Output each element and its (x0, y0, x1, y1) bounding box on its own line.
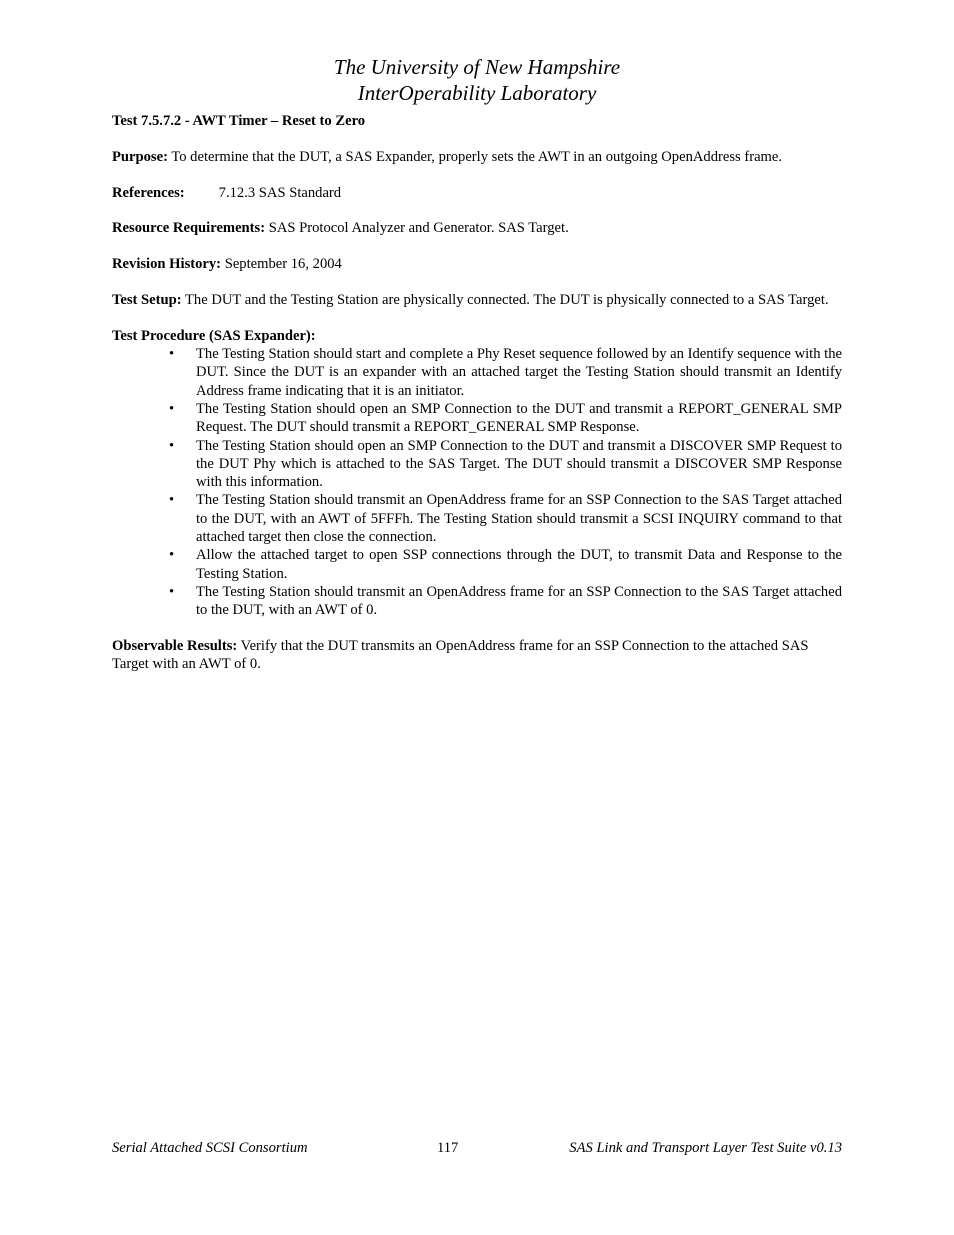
page-number: 117 (437, 1140, 459, 1156)
purpose-label: Purpose: (112, 148, 168, 165)
setup-text: The DUT and the Testing Station are physically connected. The DUT is physically connected to a SAS Target. (185, 291, 829, 308)
bullet-icon: • (169, 346, 175, 363)
footer-suite-title: SAS Link and Transport Layer Test Suite v0.13 (569, 1140, 842, 1156)
procedure-list (112, 345, 842, 619)
procedure-step: • The Testing Station should transmit an OpenAddress frame for an SSP Connection to the SAS Target attached to the DUT, with an AWT of 0. (169, 583, 842, 619)
document-body (112, 112, 842, 674)
bullet-icon: • (169, 400, 175, 417)
references-label: References: (112, 184, 185, 201)
procedure-step: • Allow the attached target to open SSP connections through the DUT, to transmit Data and Response to the Testing Station. (169, 547, 842, 582)
procedure-step: • The Testing Station should open an SMP Connection to the DUT and transmit a REPORT_GENERAL SMP Request. The DUT should transmit a REPORT_GENERAL SMP Response. (169, 400, 842, 436)
results-label: Observable Results: (112, 638, 238, 655)
test-title: Test 7.5.7.2 - AWT Timer – Reset to Zero (112, 113, 366, 129)
resources-section (112, 219, 842, 237)
header-university: The University of New Hampshire (333, 55, 621, 79)
references-section (112, 184, 842, 202)
page-header (0, 55, 954, 106)
bullet-icon: • (169, 437, 175, 454)
bullet-icon: • (169, 547, 175, 564)
bullet-icon: • (169, 583, 175, 600)
procedure-step: • The Testing Station should open an SMP Connection to the DUT and transmit a DISCOVER SMP Request to the DUT Phy which is attached to the SAS Target. The DUT should transmit a DISCOVER SMP Response with this information. (169, 437, 842, 491)
procedure-title: Test Procedure (SAS Expander): (112, 327, 316, 344)
purpose-text: To determine that the DUT, a SAS Expander, properly sets the AWT in an outgoing OpenAddress frame. (171, 148, 783, 165)
results-text: Verify that the DUT transmits an OpenAddress frame for an SSP Connection to the attached SAS Target with an AWT of 0. (112, 638, 809, 673)
resources-label: Resource Requirements: (112, 220, 266, 237)
results-section (112, 637, 842, 674)
setup-label: Test Setup: (112, 291, 182, 308)
revision-label: Revision History: (112, 256, 222, 273)
page-footer (112, 1139, 842, 1159)
header-laboratory: InterOperability Laboratory (357, 80, 597, 105)
purpose-section (112, 148, 842, 166)
revision-text: September 16, 2004 (224, 256, 342, 273)
references-text: 7.12.3 SAS Standard (218, 184, 342, 201)
setup-section (112, 291, 842, 309)
procedure-step: • The Testing Station should start and complete a Phy Reset sequence followed by an Identify sequence with the DUT. Since the DUT is an expander with an attached target the Testing Station should transmit an Identify Address frame indicating that it is an initiator. (169, 346, 842, 399)
procedure-step: • The Testing Station should transmit an OpenAddress frame for an SSP Connection to the SAS Target attached to the DUT, with an AWT of 5FFFh. The Testing Station should transmit a SCSI INQUIRY command to that attached target then close the connection. (169, 492, 842, 546)
footer-consortium: Serial Attached SCSI Consortium (112, 1140, 308, 1156)
bullet-icon: • (169, 492, 175, 509)
resources-text: SAS Protocol Analyzer and Generator. SAS Target. (268, 220, 569, 237)
revision-section (112, 255, 842, 273)
